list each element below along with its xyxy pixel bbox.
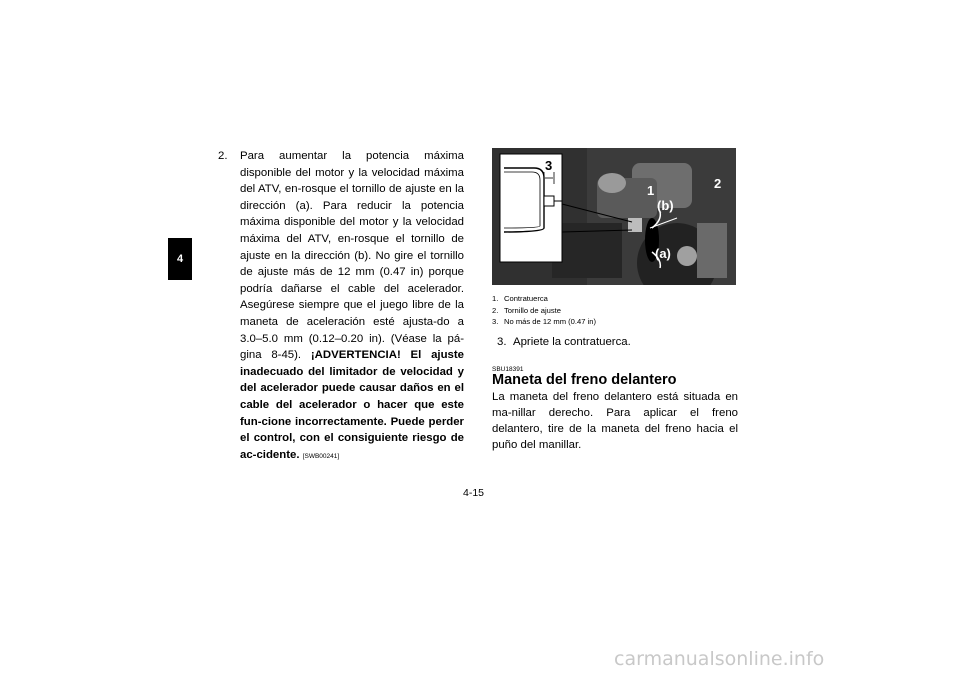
label-b: (b) [657, 198, 674, 213]
chapter-tab [168, 238, 192, 280]
section-code: SBU18391 [492, 366, 524, 373]
step-2-text-block [240, 148, 464, 465]
warning-text: ¡ADVERTENCIA! El ajuste inadecuado del limitador de velocidad y del acelerador puede causar daños en el cable del acelerador o hacer que este fun-cione incorrectamente. Puede perder el control, con el consiguiente riesgo de ac-cidente. [240, 349, 464, 461]
throttle-adjust-photo [492, 148, 736, 285]
step-2 [218, 148, 464, 465]
caption-3-number: 3. [492, 317, 499, 327]
caption-1-text: Contratuerca [504, 294, 548, 303]
page-number: 4-15 [463, 487, 485, 499]
watermark: carmanualsonline.info [614, 648, 825, 670]
label-a: (a) [655, 246, 671, 261]
step-3 [497, 336, 631, 348]
chapter-tab-number: 4 [176, 253, 184, 265]
step-2-text: Para aumentar la potencia máxima disponible del motor y la velocidad máxima del ATV, en-rosque el tornillo de ajuste en la dirección (a). Para reducir la potencia máxima disponible del motor y la velocidad máxima del ATV, en-rosque el tornillo de ajuste en la dirección (b). No gire el tornillo de ajuste más de 12 mm (0.47 in) porque podría dañarse el cable del acelerador. Asegúrese siempre que el juego libre de la maneta de aceleración esté ajusta-do a 3.0–5.0 mm (0.12–0.20 in). (Véase la pá-gina 8-45). [240, 150, 464, 362]
caption-2-text: Tornillo de ajuste [504, 305, 561, 315]
caption-2 [492, 305, 736, 317]
section-title: Maneta del freno delantero [492, 372, 677, 388]
figure-captions [492, 293, 736, 328]
left-column [218, 148, 464, 465]
section-body: La maneta del freno delantero está situada en ma-nillar derecho. Para aplicar el freno delantero, tire de la maneta del freno hacia el puño del manillar. [492, 391, 738, 451]
label-2: 2 [714, 176, 722, 191]
label-1: 1 [647, 183, 655, 198]
caption-1 [492, 293, 736, 305]
caption-3-text: No más de 12 mm (0.47 in) [504, 317, 597, 327]
step-3-number: 3. [497, 336, 507, 348]
caption-3 [492, 316, 736, 328]
warning-code: [SWB00241] [302, 452, 340, 460]
caption-1-number: 1. [492, 294, 499, 303]
photo-illustration [492, 148, 736, 285]
label-3: 3 [545, 158, 553, 173]
step-2-number: 2. [218, 150, 228, 162]
step-3-text: Apriete la contratuerca. [513, 336, 631, 348]
caption-2-number: 2. [492, 305, 499, 315]
